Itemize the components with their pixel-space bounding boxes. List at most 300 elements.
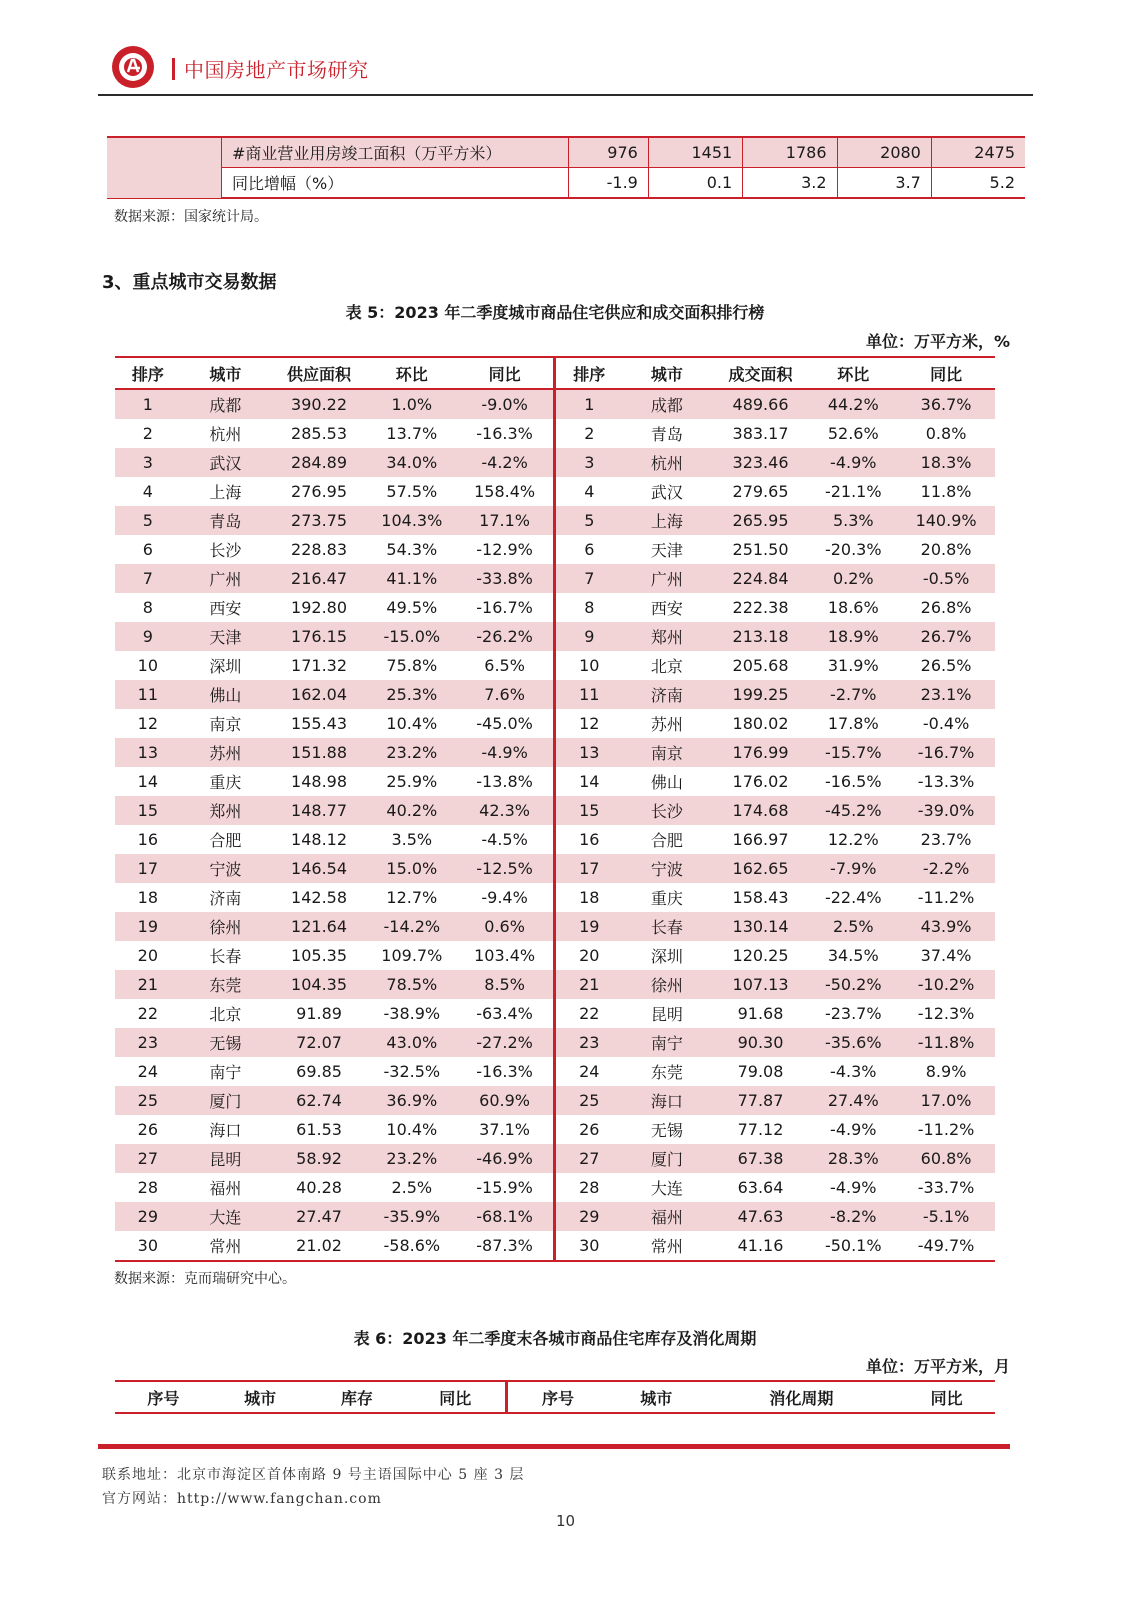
table-cell: -12.3% xyxy=(917,1004,975,1023)
table-cell: 62.74 xyxy=(270,1086,368,1115)
table-cell: 14 xyxy=(579,772,600,791)
table-cell: -33.8% xyxy=(456,564,555,593)
table-cell: 41.1% xyxy=(368,564,456,593)
column-header: 库存 xyxy=(309,1381,406,1413)
table-cell: 南京 xyxy=(622,738,712,767)
table-cell: 佛山 xyxy=(650,773,683,792)
table-cell: 91.68 xyxy=(737,1004,784,1023)
table-row xyxy=(115,1173,995,1202)
table-row xyxy=(115,941,995,970)
table-cell: 30 xyxy=(115,1231,181,1261)
table-cell: -2.2% xyxy=(897,854,995,883)
value-cell: -1.9 xyxy=(569,168,649,199)
table-cell: 2.5% xyxy=(809,912,897,941)
table-cell: 宁波 xyxy=(622,854,712,883)
company-logo xyxy=(110,44,156,90)
table-row xyxy=(115,389,995,419)
table-cell: 176.15 xyxy=(270,622,368,651)
table-cell: 216.47 xyxy=(270,564,368,593)
table-cell: 28.3% xyxy=(809,1144,897,1173)
column-header: 序号 xyxy=(507,1381,608,1413)
table-row xyxy=(115,1057,995,1086)
column-header: 城市 xyxy=(608,1381,705,1413)
source-note: 数据来源：国家统计局。 xyxy=(114,209,268,225)
table-cell: 无锡 xyxy=(650,1121,683,1140)
table-row xyxy=(115,448,995,477)
table-cell: 22 xyxy=(137,1004,159,1023)
table-cell: 合肥 xyxy=(650,831,683,850)
table-cell: 21 xyxy=(115,970,181,999)
table-cell: 26 xyxy=(579,1120,600,1139)
table-row xyxy=(115,709,995,738)
table-cell: 30 xyxy=(555,1231,622,1261)
table-cell: 无锡 xyxy=(181,1028,271,1057)
table-cell: -12.9% xyxy=(456,535,555,564)
table-cell: 8 xyxy=(142,598,153,617)
table-cell: 41.16 xyxy=(712,1231,810,1261)
table-row xyxy=(115,477,995,506)
column-header: 排序 xyxy=(555,357,622,389)
table-row xyxy=(115,651,995,680)
table-cell: 69.85 xyxy=(296,1062,342,1081)
table-cell: 205.68 xyxy=(732,656,789,675)
value-cell: 3.2 xyxy=(743,168,837,199)
table-cell: 383.17 xyxy=(732,424,789,443)
value-cell: 976 xyxy=(569,137,649,168)
table-cell: 8.5% xyxy=(456,970,555,999)
table-cell: 323.46 xyxy=(712,448,810,477)
table-cell: -4.3% xyxy=(830,1062,877,1081)
table-cell: -4.2% xyxy=(456,448,555,477)
table5-unit: 单位：万平方米，% xyxy=(865,332,1010,351)
table-cell: 148.12 xyxy=(291,830,348,849)
column-header: 消化周期 xyxy=(705,1381,899,1413)
table-cell: 27.47 xyxy=(270,1202,368,1231)
table-row xyxy=(115,1028,995,1057)
table-cell: 18.9% xyxy=(809,622,897,651)
table-cell: 105.35 xyxy=(291,946,348,965)
table-cell: 37.4% xyxy=(920,946,972,965)
table-cell: 158.4% xyxy=(456,477,555,506)
table-cell: 222.38 xyxy=(732,598,789,617)
table-cell: 36.9% xyxy=(368,1086,456,1115)
table-cell: 成都 xyxy=(181,389,271,419)
top-table xyxy=(107,136,1025,199)
table-cell: -11.2% xyxy=(917,888,975,907)
row-label: 同比增幅（%） xyxy=(222,168,569,199)
table-cell: -63.4% xyxy=(456,999,555,1028)
table-row xyxy=(115,506,995,535)
table-cell: 37.1% xyxy=(456,1115,555,1144)
table-row xyxy=(107,137,1025,168)
table-row xyxy=(115,1231,995,1261)
table-cell: 18.3% xyxy=(897,448,995,477)
table-cell: -16.7% xyxy=(456,593,555,622)
table-cell: 17.0% xyxy=(897,1086,995,1115)
table-cell: -0.4% xyxy=(922,714,970,733)
table-cell: 13 xyxy=(115,738,181,767)
table-row xyxy=(115,883,995,912)
table-cell: -11.2% xyxy=(917,1120,975,1139)
table-cell: 23.2% xyxy=(368,738,456,767)
table-cell: -20.3% xyxy=(824,540,882,559)
table-cell: 25.3% xyxy=(368,680,456,709)
table6-caption: 表 6：2023 年二季度末各城市商品住宅库存及消化周期 xyxy=(353,1329,757,1348)
table-cell: -13.3% xyxy=(917,772,975,791)
table-cell: 47.63 xyxy=(712,1202,810,1231)
table-cell: 23.1% xyxy=(897,680,995,709)
table-cell: 5 xyxy=(555,506,622,535)
table-cell: -27.2% xyxy=(456,1028,555,1057)
table-cell: 长沙 xyxy=(209,541,242,560)
table-cell: 26.8% xyxy=(920,598,972,617)
table5-caption: 表 5：2023 年二季度城市商品住宅供应和成交面积排行榜 xyxy=(345,303,765,322)
table-cell: 南京 xyxy=(209,715,242,734)
table-cell: 天津 xyxy=(181,622,271,651)
table-cell: 海口 xyxy=(622,1086,712,1115)
table-cell: 西安 xyxy=(209,599,242,618)
table-cell: 130.14 xyxy=(712,912,810,941)
table-cell: -39.0% xyxy=(897,796,995,825)
value-cell: 1786 xyxy=(743,137,837,168)
table-header-row xyxy=(115,1381,995,1413)
table-cell: 166.97 xyxy=(732,830,789,849)
table-cell: 10 xyxy=(579,656,600,675)
table-cell: -13.8% xyxy=(456,767,555,796)
section-title: 3、重点城市交易数据 xyxy=(102,272,277,293)
table-row xyxy=(115,767,995,796)
table-cell: -21.1% xyxy=(824,482,882,501)
table-cell: -4.9% xyxy=(809,448,897,477)
value-cell: 2080 xyxy=(837,137,931,168)
table-cell: 16 xyxy=(137,830,159,849)
table5 xyxy=(115,356,995,1262)
column-header: 同比 xyxy=(898,1381,995,1413)
table-cell: 17.8% xyxy=(827,714,879,733)
table-cell: 海口 xyxy=(209,1121,242,1140)
table-cell: 14 xyxy=(137,772,159,791)
table-cell: 13 xyxy=(555,738,622,767)
table-cell: 徐州 xyxy=(622,970,712,999)
table-cell: 60.9% xyxy=(456,1086,555,1115)
header-divider xyxy=(172,58,175,80)
table-row xyxy=(115,622,995,651)
table-cell: 284.89 xyxy=(270,448,368,477)
table-cell: 75.8% xyxy=(386,656,438,675)
table-cell: 29 xyxy=(555,1202,622,1231)
table-cell: 常州 xyxy=(181,1231,271,1261)
table-cell: 12 xyxy=(579,714,600,733)
table-cell: 1.0% xyxy=(368,389,456,419)
value-cell: 5.2 xyxy=(931,168,1025,199)
table-cell: -58.6% xyxy=(368,1231,456,1261)
table-cell: 104.35 xyxy=(270,970,368,999)
table-cell: 济南 xyxy=(209,889,242,908)
page-number: 10 xyxy=(555,1512,576,1530)
table-cell: 6 xyxy=(584,540,595,559)
table-cell: 192.80 xyxy=(291,598,348,617)
table-cell: 济南 xyxy=(622,680,712,709)
table-cell: -87.3% xyxy=(456,1231,555,1261)
table-cell: 9 xyxy=(115,622,181,651)
table-cell: -45.2% xyxy=(809,796,897,825)
table-cell: 276.95 xyxy=(291,482,348,501)
table-cell: 43.0% xyxy=(368,1028,456,1057)
table-cell: 24 xyxy=(137,1062,159,1081)
table-cell: 长春 xyxy=(622,912,712,941)
table-cell: 27 xyxy=(555,1144,622,1173)
table-cell: 长沙 xyxy=(622,796,712,825)
table-cell: 7.6% xyxy=(456,680,555,709)
table-cell: 121.64 xyxy=(270,912,368,941)
table-cell: 20.8% xyxy=(920,540,972,559)
table-cell: 155.43 xyxy=(291,714,348,733)
table-cell: 15 xyxy=(115,796,181,825)
table-cell: 0.8% xyxy=(925,424,967,443)
table-cell: 23 xyxy=(115,1028,181,1057)
table-cell: 29 xyxy=(115,1202,181,1231)
table-row xyxy=(115,970,995,999)
table-row xyxy=(115,999,995,1028)
table-cell: 佛山 xyxy=(181,680,271,709)
table-cell: 西安 xyxy=(650,599,683,618)
table-cell: 251.50 xyxy=(732,540,789,559)
table-cell: 174.68 xyxy=(712,796,810,825)
table-cell: 北京 xyxy=(209,1005,242,1024)
table-row xyxy=(115,1086,995,1115)
table-cell: 19 xyxy=(555,912,622,941)
table-cell: 7 xyxy=(115,564,181,593)
table-cell: 17 xyxy=(555,854,622,883)
table-cell: 重庆 xyxy=(650,889,683,908)
table-cell: 43.9% xyxy=(897,912,995,941)
table-cell: 79.08 xyxy=(737,1062,784,1081)
table-cell: 6.5% xyxy=(456,651,555,680)
value-cell: 3.7 xyxy=(837,168,931,199)
table-cell: -14.2% xyxy=(368,912,456,941)
table-cell: -9.4% xyxy=(456,883,555,912)
table-cell: 23.2% xyxy=(368,1144,456,1173)
table-cell: 3 xyxy=(115,448,181,477)
table-cell: 上海 xyxy=(622,506,712,535)
table-cell: 重庆 xyxy=(209,773,242,792)
table-cell: -38.9% xyxy=(383,1004,441,1023)
column-header: 排序 xyxy=(115,357,181,389)
column-header: 供应面积 xyxy=(270,357,368,389)
table-cell: 22 xyxy=(579,1004,600,1023)
table-cell: 1 xyxy=(555,389,622,419)
table-cell: 9 xyxy=(555,622,622,651)
table-cell: 20 xyxy=(579,946,600,965)
table-cell: 青岛 xyxy=(181,506,271,535)
table-cell: -16.7% xyxy=(897,738,995,767)
table-cell: 103.4% xyxy=(456,941,555,970)
table-cell: 福州 xyxy=(622,1202,712,1231)
table-cell: 176.99 xyxy=(712,738,810,767)
column-header: 同比 xyxy=(405,1381,506,1413)
table-cell: -8.2% xyxy=(809,1202,897,1231)
table-cell: 青岛 xyxy=(650,425,683,444)
table-cell: 15 xyxy=(555,796,622,825)
table-cell: 5 xyxy=(115,506,181,535)
table-cell: 大连 xyxy=(650,1179,683,1198)
table-cell: -49.7% xyxy=(897,1231,995,1261)
table-cell: 长春 xyxy=(209,947,242,966)
table-cell: 17 xyxy=(115,854,181,883)
table-cell: -11.8% xyxy=(897,1028,995,1057)
table-cell: -16.3% xyxy=(456,419,555,448)
table-cell: 0.6% xyxy=(456,912,555,941)
table-row xyxy=(115,796,995,825)
table-cell: 10 xyxy=(137,656,159,675)
value-cell: 1451 xyxy=(648,137,742,168)
table-cell: 34.5% xyxy=(827,946,879,965)
table-cell: 2 xyxy=(584,424,595,443)
table-cell: 199.25 xyxy=(712,680,810,709)
table-cell: 17.1% xyxy=(456,506,555,535)
table-cell: -50.1% xyxy=(809,1231,897,1261)
table-cell: 273.75 xyxy=(270,506,368,535)
table-cell: 90.30 xyxy=(712,1028,810,1057)
table-cell: 广州 xyxy=(622,564,712,593)
column-header: 成交面积 xyxy=(712,357,810,389)
table-cell: 厦门 xyxy=(181,1086,271,1115)
column-header: 序号 xyxy=(115,1381,212,1413)
table-row xyxy=(115,535,995,564)
table-cell: 8 xyxy=(584,598,595,617)
header-brand: 中国房地产市场研究 xyxy=(184,58,369,82)
row-label: #商业营业用房竣工面积（万平方米） xyxy=(222,137,569,168)
table-row xyxy=(115,680,995,709)
table6 xyxy=(115,1380,995,1414)
table-cell: -15.7% xyxy=(809,738,897,767)
table-row xyxy=(115,738,995,767)
table-row xyxy=(115,1202,995,1231)
table-cell: -16.5% xyxy=(824,772,882,791)
table-cell: 0.2% xyxy=(809,564,897,593)
table-cell: 40.2% xyxy=(368,796,456,825)
header-rule xyxy=(98,94,1033,96)
table-cell: 7 xyxy=(555,564,622,593)
table-cell: -4.9% xyxy=(830,1120,877,1139)
table-cell: 北京 xyxy=(650,657,683,676)
table-cell: 23 xyxy=(555,1028,622,1057)
table-cell: 213.18 xyxy=(712,622,810,651)
table-cell: 44.2% xyxy=(809,389,897,419)
table-cell: 深圳 xyxy=(650,947,683,966)
table-cell: 12 xyxy=(137,714,159,733)
table-cell: 东莞 xyxy=(650,1063,683,1082)
table-cell: 武汉 xyxy=(181,448,271,477)
table-cell: -15.0% xyxy=(368,622,456,651)
table-cell: 63.64 xyxy=(737,1178,784,1197)
table-cell: 4 xyxy=(584,482,595,501)
table-cell: -12.5% xyxy=(456,854,555,883)
column-header: 城市 xyxy=(622,357,712,389)
table-cell: 11 xyxy=(555,680,622,709)
table-cell: 3.5% xyxy=(391,830,433,849)
table-cell: 49.5% xyxy=(386,598,438,617)
table-cell: 2.5% xyxy=(391,1178,433,1197)
blank-cell xyxy=(107,137,222,198)
table-cell: 52.6% xyxy=(827,424,879,443)
table-cell: 厦门 xyxy=(622,1144,712,1173)
table-cell: 6 xyxy=(142,540,153,559)
table-cell: 42.3% xyxy=(456,796,555,825)
table-cell: 2 xyxy=(142,424,153,443)
table-cell: 61.53 xyxy=(296,1120,342,1139)
column-header: 环比 xyxy=(809,357,897,389)
table-header-row xyxy=(115,357,995,389)
table-cell: 福州 xyxy=(209,1179,242,1198)
table-cell: 60.8% xyxy=(897,1144,995,1173)
table-cell: 10.4% xyxy=(386,714,438,733)
table-row xyxy=(115,564,995,593)
table-cell: -33.7% xyxy=(917,1178,975,1197)
table-cell: 苏州 xyxy=(181,738,271,767)
table-cell: 27.4% xyxy=(809,1086,897,1115)
table-cell: -35.6% xyxy=(809,1028,897,1057)
table-cell: -2.7% xyxy=(809,680,897,709)
table-cell: 224.84 xyxy=(712,564,810,593)
table-cell: 21 xyxy=(555,970,622,999)
table-cell: 25.9% xyxy=(386,772,438,791)
table-cell: 28 xyxy=(137,1178,159,1197)
table-cell: 21.02 xyxy=(270,1231,368,1261)
table-cell: 148.98 xyxy=(291,772,348,791)
table-cell: 18.6% xyxy=(827,598,879,617)
table-cell: 10.4% xyxy=(386,1120,438,1139)
table-cell: -16.3% xyxy=(456,1057,555,1086)
table-row xyxy=(115,854,995,883)
table-cell: 36.7% xyxy=(897,389,995,419)
table-cell: 广州 xyxy=(181,564,271,593)
table-cell: -4.5% xyxy=(456,825,555,854)
table-cell: 148.77 xyxy=(270,796,368,825)
table-cell: 77.87 xyxy=(712,1086,810,1115)
table-cell: -26.2% xyxy=(456,622,555,651)
table-row xyxy=(107,168,1025,199)
table-cell: 18 xyxy=(579,888,600,907)
table-cell: 南宁 xyxy=(622,1028,712,1057)
table-cell: 郑州 xyxy=(181,796,271,825)
table-cell: -4.9% xyxy=(456,738,555,767)
table-cell: 1 xyxy=(115,389,181,419)
table-cell: 26.7% xyxy=(897,622,995,651)
table-cell: 18 xyxy=(137,888,159,907)
table-cell: -15.9% xyxy=(456,1173,555,1202)
table-cell: 72.07 xyxy=(270,1028,368,1057)
footer-website[interactable]: 官方网站：http://www.fangchan.com xyxy=(102,1491,382,1507)
table-cell: 上海 xyxy=(209,483,242,502)
table-cell: -23.7% xyxy=(824,1004,882,1023)
table-cell: 58.92 xyxy=(270,1144,368,1173)
table-cell: 武汉 xyxy=(650,483,683,502)
table-cell: 4 xyxy=(142,482,153,501)
table-cell: 8.9% xyxy=(925,1062,967,1081)
table-cell: 深圳 xyxy=(209,657,242,676)
table-cell: 天津 xyxy=(650,541,683,560)
table-cell: 142.58 xyxy=(291,888,348,907)
table-cell: 28 xyxy=(579,1178,600,1197)
table-cell: 12.7% xyxy=(386,888,438,907)
table-cell: -0.5% xyxy=(897,564,995,593)
table-cell: 285.53 xyxy=(291,424,348,443)
table-cell: 54.3% xyxy=(386,540,438,559)
table-cell: 34.0% xyxy=(368,448,456,477)
table-cell: 20 xyxy=(137,946,159,965)
table-cell: 31.9% xyxy=(827,656,879,675)
